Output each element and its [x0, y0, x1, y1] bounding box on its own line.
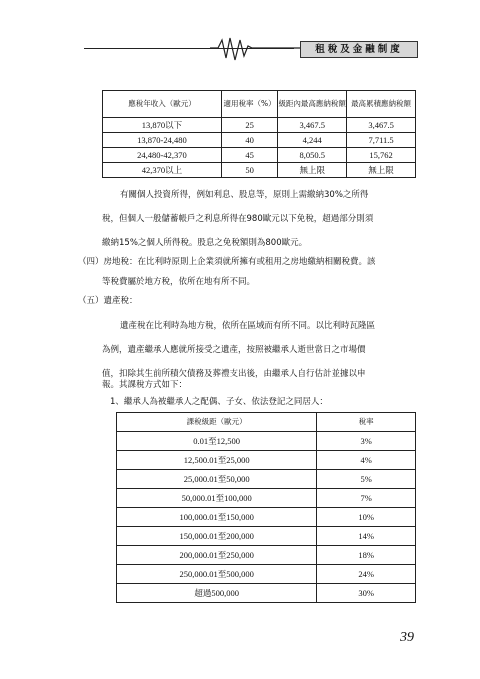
table-cell: 13,870-24,480	[103, 133, 222, 148]
table-row	[117, 527, 416, 546]
table-cell: 24%	[317, 565, 416, 584]
table-cell: 18%	[317, 546, 416, 565]
table-cell: 無上限	[347, 163, 416, 178]
table-cell: 50,000.01至100,000	[117, 489, 317, 508]
list-item-heirs: 1、繼承人為被繼承人之配偶、子女、依法登記之同居人：	[110, 397, 328, 407]
page-number: 39	[400, 630, 414, 645]
table-cell: 25	[221, 118, 277, 133]
column-header: 課稅級距（歐元）	[117, 413, 317, 432]
table-cell: 45	[221, 148, 277, 163]
table-row	[117, 432, 416, 451]
table-row	[117, 565, 416, 584]
table-row	[103, 133, 416, 148]
table-cell: 4,244	[278, 133, 347, 148]
paragraph-line: 繳納15%之個人所得稅。股息之免稅額則為800歐元。	[102, 238, 308, 248]
paragraph-line: 等稅費屬於地方稅，依所在地有所不同。	[102, 277, 256, 287]
section-heading-property-tax: （四）房地稅：在比利時原則上企業須就所擁有或租用之房地繳納相關稅費。該	[78, 257, 376, 267]
income-tax-table	[102, 90, 416, 178]
table-cell: 15,762	[347, 148, 416, 163]
table-cell: 50	[221, 163, 277, 178]
table-cell: 7%	[317, 489, 416, 508]
table-row	[117, 546, 416, 565]
table-cell: 24,480-42,370	[103, 148, 222, 163]
table-cell: 14%	[317, 527, 416, 546]
column-header: 應稅年收入（歐元）	[103, 91, 222, 118]
table-header-row	[103, 91, 416, 118]
column-header: 適用稅率（%）	[221, 91, 277, 118]
table-cell: 100,000.01至150,000	[117, 508, 317, 527]
running-header: 租稅及金融制度	[300, 41, 418, 58]
table-row	[117, 584, 416, 603]
estate-tax-table	[116, 412, 416, 603]
pulse-line-icon	[210, 36, 300, 62]
table-row	[103, 118, 416, 133]
table-cell: 3,467.5	[278, 118, 347, 133]
table-row	[103, 148, 416, 163]
table-row	[117, 508, 416, 527]
table-row	[117, 489, 416, 508]
table-cell: 200,000.01至250,000	[117, 546, 317, 565]
table-cell: 30%	[317, 584, 416, 603]
table-row	[103, 163, 416, 178]
table-cell: 7,711.5	[347, 133, 416, 148]
table-cell: 8,050.5	[278, 148, 347, 163]
paragraph-line: 遺產稅在比利時為地方稅，依所在區域而有所不同。以比利時瓦隆區	[120, 321, 376, 331]
table-row	[117, 451, 416, 470]
table-cell: 40	[221, 133, 277, 148]
paragraph-line: 值，扣除其生前所積欠債務及葬禮支出後，由繼承人自行估計並據以申	[102, 369, 366, 379]
column-header: 級距內最高應納稅額	[278, 91, 347, 118]
paragraph-line: 有關個人投資所得，例如利息、股息等，原則上需繳納30%之所得	[120, 190, 369, 200]
table-cell: 超過500,000	[117, 584, 317, 603]
table-cell: 150,000.01至200,000	[117, 527, 317, 546]
table-cell: 0.01至12,500	[117, 432, 317, 451]
table-cell: 5%	[317, 470, 416, 489]
table-cell: 3%	[317, 432, 416, 451]
table-header-row	[117, 413, 416, 432]
table-cell: 12,500.01至25,000	[117, 451, 317, 470]
table-cell: 10%	[317, 508, 416, 527]
column-header: 稅率	[317, 413, 416, 432]
table-cell: 4%	[317, 451, 416, 470]
table-cell: 3,467.5	[347, 118, 416, 133]
paragraph-line: 稅，但個人一般儲蓄帳戶之利息所得在980歐元以下免稅，超過部分則須	[102, 214, 374, 224]
table-cell: 無上限	[278, 163, 347, 178]
table-cell: 25,000.01至50,000	[117, 470, 317, 489]
section-heading-estate-tax: （五）遺產稅：	[78, 296, 138, 306]
table-cell: 250,000.01至500,000	[117, 565, 317, 584]
paragraph-line: 為例，遺產繼承人應就所接受之遺產，按照被繼承人逝世當日之市場價	[102, 345, 366, 355]
column-header: 最高累積應納稅額	[347, 91, 416, 118]
table-cell: 42,370以上	[103, 163, 222, 178]
paragraph-line: 報。其課稅方式如下：	[102, 380, 188, 390]
table-cell: 13,870以下	[103, 118, 222, 133]
table-row	[117, 470, 416, 489]
